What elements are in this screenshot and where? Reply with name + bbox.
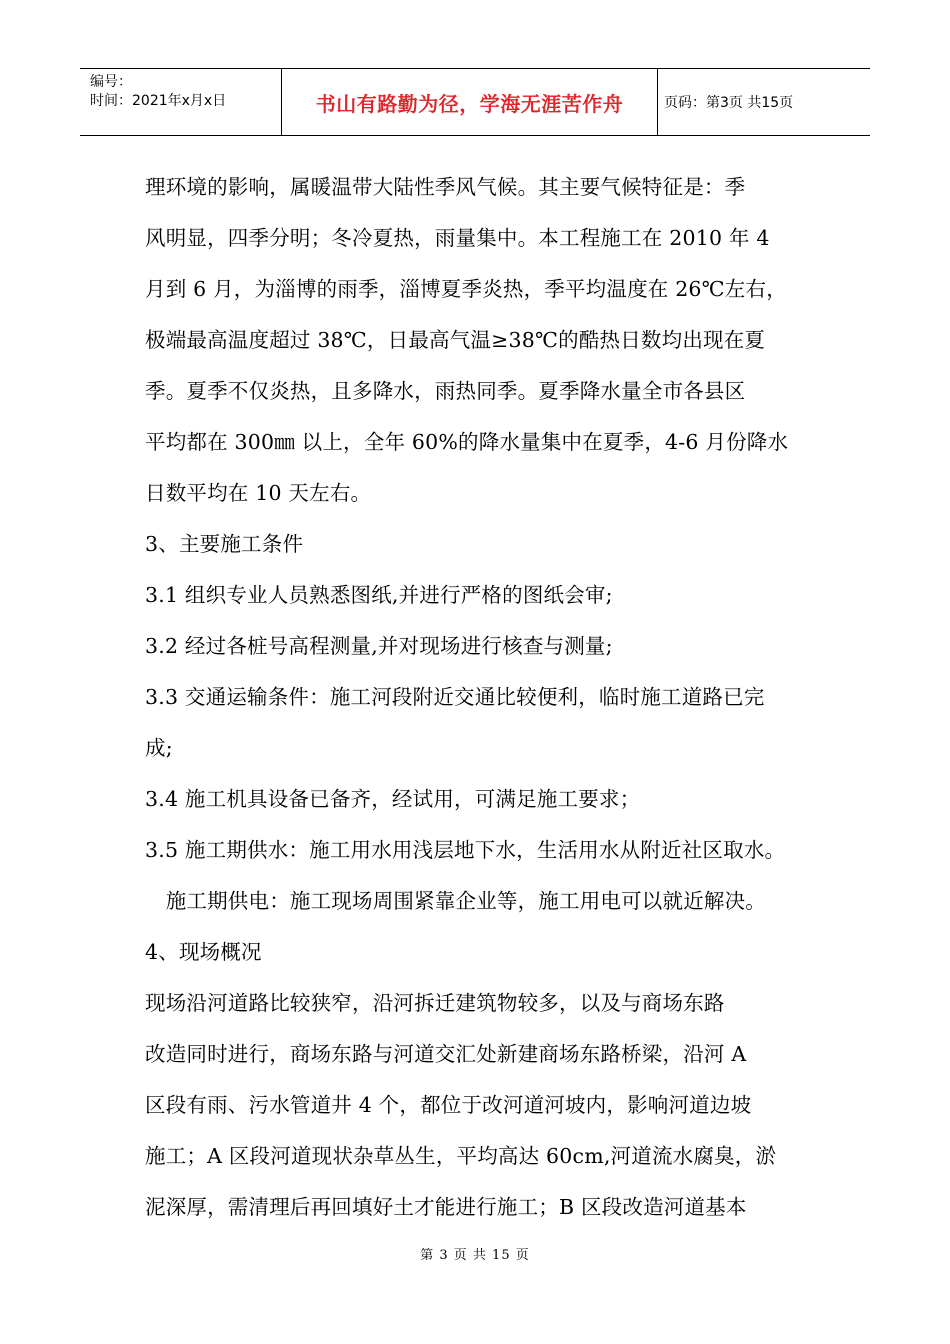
body-line: 施工期供电：施工现场周围紧靠企业等，施工用电可以就近解决。 [145, 889, 766, 913]
body-line: 3.3 交通运输条件：施工河段附近交通比较便利，临时施工道路已完 [145, 685, 765, 709]
body-line: 改造同时进行，商场东路与河道交汇处新建商场东路桥梁，沿河 A [145, 1042, 747, 1066]
body-line: 区段有雨、污水管道井 4 个，都位于改河道河坡内，影响河道边坡 [145, 1093, 752, 1117]
body-line: 3.4 施工机具设备已备齐，经试用，可满足施工要求； [145, 787, 641, 811]
document-time-label: 时间：2021年x月x日 [90, 93, 227, 109]
section-heading: 3、主要施工条件 [145, 532, 304, 556]
body-line: 月到 6 月，为淄博的雨季，淄博夏季炎热，季平均温度在 26℃左右， [145, 277, 787, 301]
page-footer: 第 3 页 共 15 页 [420, 1248, 530, 1263]
body-line: 平均都在 300㎜ 以上，全年 60%的降水量集中在夏季，4-6 月份降水 [145, 430, 789, 454]
document-body [145, 162, 835, 1233]
body-line: 极端最高温度超过 38℃，日最高气温≥38℃的酷热日数均出现在夏 [145, 328, 766, 352]
page-header [80, 68, 870, 136]
body-line: 3.5 施工期供水：施工用水用浅层地下水，生活用水从附近社区取水。 [145, 838, 786, 862]
header-page-number: 页码：第3页 共15页 [664, 95, 794, 111]
section-heading: 4、现场概况 [145, 940, 262, 964]
body-line: 施工；A 区段河道现状杂草丛生，平均高达 60cm,河道流水腐臭，淤 [145, 1144, 777, 1168]
header-motto: 书山有路勤为径，学海无涯苦作舟 [282, 69, 658, 135]
body-line: 现场沿河道路比较狭窄，沿河拆迁建筑物较多，以及与商场东路 [145, 991, 725, 1015]
body-line: 季。夏季不仅炎热，且多降水，雨热同季。夏季降水量全市各县区 [145, 379, 746, 403]
body-line: 日数平均在 10 天左右。 [145, 481, 372, 505]
body-line: 成; [145, 736, 173, 760]
body-line: 理环境的影响，属暖温带大陆性季风气候。其主要气候特征是：季 [145, 175, 746, 199]
header-meta [80, 69, 282, 135]
body-line: 3.2 经过各桩号高程测量,并对现场进行核查与测量; [145, 634, 613, 658]
body-line: 3.1 组织专业人员熟悉图纸,并进行严格的图纸会审; [145, 583, 613, 607]
document-number-label: 编号： [90, 74, 132, 90]
body-line: 泥深厚，需清理后再回填好土才能进行施工；B 区段改造河道基本 [145, 1195, 747, 1219]
body-line: 风明显，四季分明；冬冷夏热，雨量集中。本工程施工在 2010 年 4 [145, 226, 770, 250]
